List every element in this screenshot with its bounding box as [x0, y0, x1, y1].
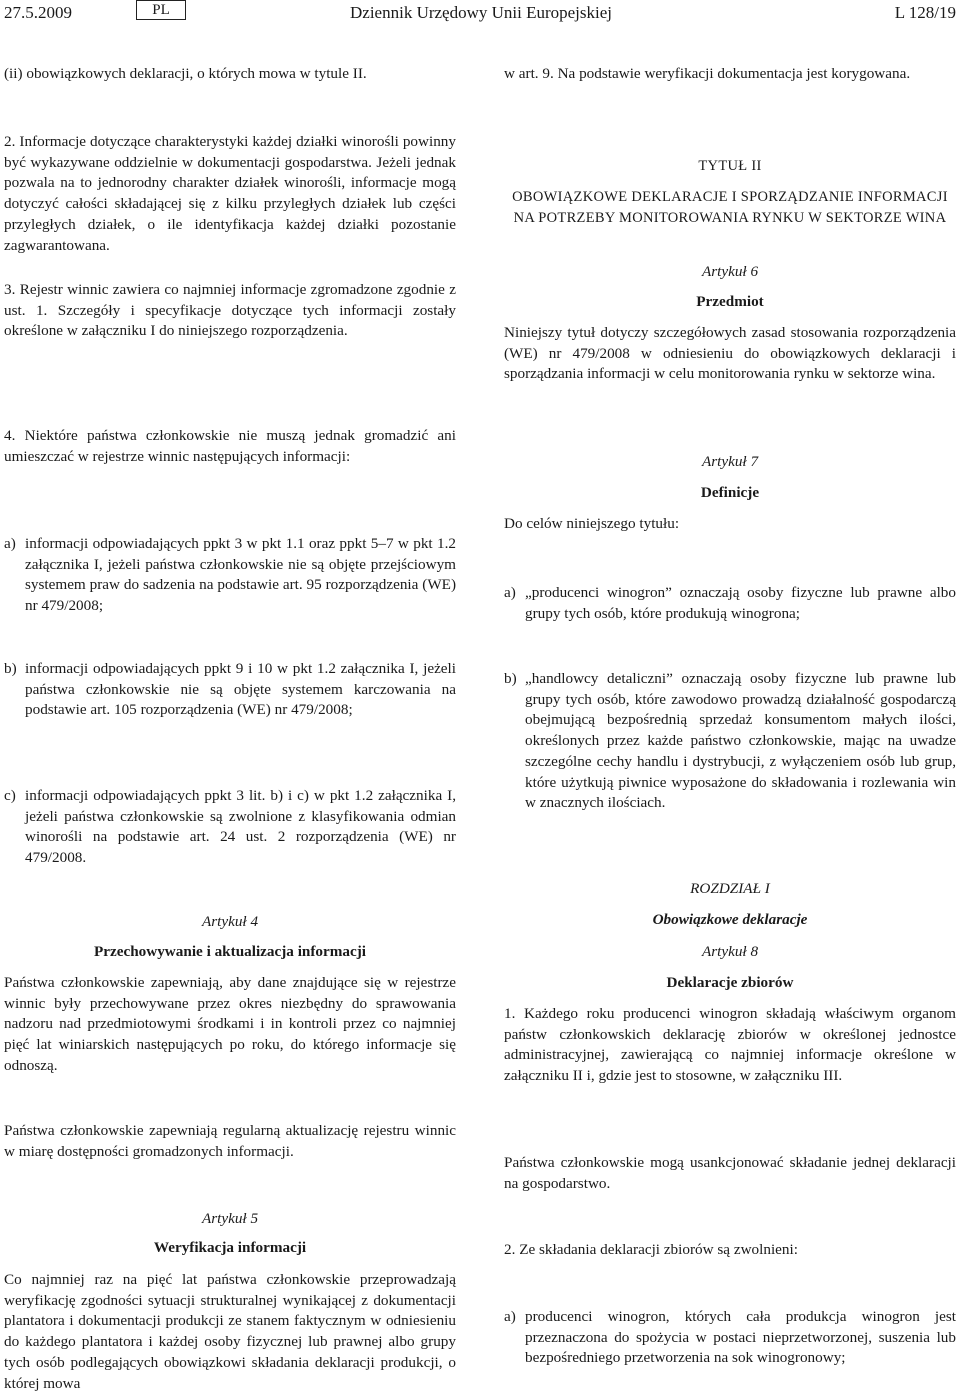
article-6-number: Artykuł 6	[701, 263, 759, 280]
definition-b	[504, 669, 956, 814]
paragraph-ii: (ii) obowiązkowych deklaracji, o których mowa w tytule II.	[4, 65, 367, 82]
paragraph-3: 3. Rejestr winnic zawiera co najmniej informacje zgromadzone zgodnie z ust. 1. Szczegóły i specyfikacje dotyczące tych informacji zostały określone w załączniku I do niniejszego rozporządzenia.	[4, 281, 456, 340]
list-marker: a)	[504, 1308, 516, 1325]
title-number: TYTUŁ II	[698, 158, 762, 174]
chapter-number: ROZDZIAŁ I	[690, 880, 770, 897]
list-item-a	[4, 534, 456, 617]
chapter-title: Obowiązkowe deklaracje	[652, 911, 808, 928]
list-item-text: producenci winogron, których cała produkcja winogron jest przeznaczona do spożycia w postaci nieprzetworzonej, suszenia lub bezpośredniego przetworzenia na sok winogronowy;	[525, 1308, 956, 1367]
article-7-number: Artykuł 7	[701, 453, 759, 470]
list-item-text: „producenci winogron” oznaczają osoby fizyczne lub prawne albo grupy tych osób, które produkują winogrona;	[525, 584, 956, 622]
article-4-number: Artykuł 4	[201, 913, 259, 930]
journal-title: Dziennik Urzędowy Unii Europejskiej	[350, 3, 613, 22]
article-8-title: Deklaracje zbiorów	[666, 974, 794, 991]
title-heading: OBOWIĄZKOWE DEKLARACJE I SPORZĄDZANIE INFORMACJI NA POTRZEBY MONITOROWANIA RYNKU W SEKTORZE WINA	[512, 189, 948, 226]
list-item-text: „handlowcy detaliczni” oznaczają osoby fizyczne lub prawne lub grupy tych osób, które zawodowo prowadzą działalność gospodarczą obejmującą bezpośrednią sprzedaż konsumentom małych ilości, określonych przez każde państwo członkowskie, mając na uwadze szczególne cechy handlu i dystrybucji, z wyłączeniem osób lub grup, które użytkują piwnice wyposażone do składowania i rozlewania win w znacznych ilościach.	[525, 670, 956, 812]
definition-a	[504, 583, 956, 624]
article-5-paragraph-1: Co najmniej raz na pięć lat państwa członkowskie przeprowadzają weryfikację zgodności sytuacji strukturalnej wynikającej z dokumentacji plantatora i dokumentacji produkcji ze stanem faktycznym w odniesieniu do każdego plantatora i każdej osoby fizycznej lub prawnej albo grupy tych osób podlegających obowiązkowi składania deklaracji produkcji, o której mowa	[4, 1271, 456, 1392]
article-6-paragraph-1: Niniejszy tytuł dotyczy szczegółowych zasad stosowania rozporządzenia (WE) nr 479/2008 w odniesieniu do obowiązkowych deklaracji i sporządzania informacji w celu monitorowania rynku w sektorze wina.	[504, 324, 956, 383]
paragraph-2: 2. Informacje dotyczące charakterystyki każdej działki winorośli powinny być wykazywane oddzielnie w dokumentacji gospodarstwa. Jeżeli jednak pozwala na to jednorodny charakter działek winorośli, informacje mogą dotyczyć całości składającej się z kilku przyległych działek lub części przyległych działek, o ile identyfikacja każdej działki pozostanie zagwarantowana.	[4, 133, 456, 254]
continuation-paragraph: w art. 9. Na podstawie weryfikacji dokumentacja jest korygowana.	[504, 65, 911, 82]
article-4-paragraph-1: Państwa członkowskie zapewniają, aby dane znajdujące się w rejestrze winnic były przechowywane przez okres niezbędny do sprawowania nadzoru nad przedmiotowymi środkami i in kontroli przez co najmniej pięć lat winiarskich następujących po roku, do którego informacje się odnoszą.	[4, 974, 456, 1074]
article-7-title: Definicje	[700, 484, 760, 501]
page-header	[0, 0, 960, 34]
list-marker: a)	[4, 535, 16, 552]
article-8-paragraph-2: 2. Ze składania deklaracji zbiorów są zwolnieni:	[504, 1241, 798, 1258]
paragraph-4: 4. Niektóre państwa członkowskie nie muszą jednak gromadzić ani umieszczać w rejestrze winnic następujących informacji:	[4, 427, 456, 465]
article-8-paragraph-1: 1. Każdego roku producenci winogron składają właściwym organom państw członkowskich deklarację zbiorów w określonej jednostce administracyjnej, zawierającą co najmniej informacje określone w załączniku II i, gdzie jest to stosowne, w załączniku III.	[504, 1005, 956, 1085]
exemption-a	[504, 1307, 956, 1369]
list-marker: b)	[4, 660, 17, 677]
publication-date: 27.5.2009	[4, 3, 72, 22]
list-item-text: informacji odpowiadających ppkt 3 lit. b) i c) w pkt 1.2 załącznika I, jeżeli państwa członkowskie są zwolnione z klasyfikowania odmian winorośli na podstawie art. 24 ust. 2 rozporządzenia (WE) nr 479/2008.	[25, 787, 456, 867]
article-8-number: Artykuł 8	[701, 943, 759, 960]
list-marker: c)	[4, 787, 16, 804]
list-marker: a)	[504, 584, 516, 601]
language-badge: PL	[136, 0, 186, 20]
article-7-intro: Do celów niniejszego tytułu:	[504, 515, 680, 532]
list-item-b	[4, 659, 456, 721]
article-5-title: Weryfikacja informacji	[153, 1239, 307, 1256]
list-item-text: informacji odpowiadających ppkt 3 w pkt 1.1 oraz ppkt 5–7 w pkt 1.2 załącznika I, jeżeli państwa członkowskie nie są objęte przejściowym systemem praw do sadzenia na podstawie art. 95 rozporządzenia (WE) nr 479/2008;	[25, 535, 456, 615]
article-4-paragraph-2: Państwa członkowskie zapewniają regularną aktualizację rejestru winnic w miarę dostępności gromadzonych informacji.	[4, 1122, 456, 1160]
list-item-c	[4, 786, 456, 869]
article-6-title: Przedmiot	[696, 293, 764, 310]
list-item-text: informacji odpowiadających ppkt 9 i 10 w pkt 1.2 załącznika I, jeżeli państwa członkowskie nie są objęte systemem karczowania na podstawie art. 105 rozporządzenia (WE) nr 479/2008;	[25, 660, 456, 719]
list-marker: b)	[504, 670, 517, 687]
article-8-paragraph-1b: Państwa członkowskie mogą usankcjonować składanie jednej deklaracji na gospodarstwo.	[504, 1154, 956, 1192]
article-5-number: Artykuł 5	[201, 1210, 259, 1227]
page-number: L 128/19	[894, 3, 956, 22]
article-4-title: Przechowywanie i aktualizacja informacji	[93, 943, 367, 960]
